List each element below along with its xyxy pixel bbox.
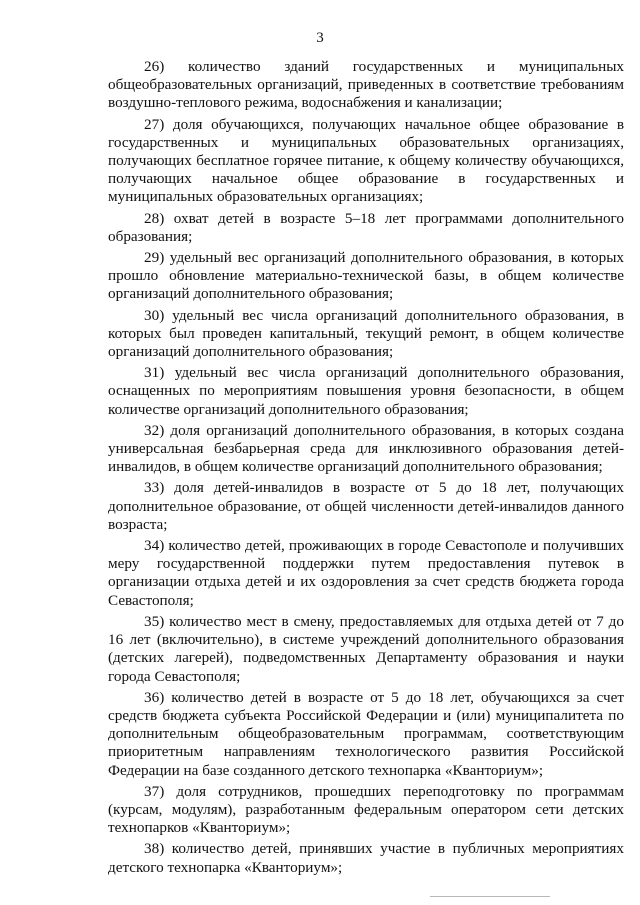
list-item-38: 38) количество детей, принявших участие в публичных мероприятиях детского технопарка «Кванториум»; (108, 840, 624, 876)
list-item-29: 29) удельный вес организаций дополнительного образования, в которых прошло обновление материально-технической базы, в общем количестве организаций дополнительного образования; (108, 249, 624, 303)
document-body (108, 58, 624, 877)
list-item-37: 37) доля сотрудников, прошедших переподготовку по программам (курсам, модулям), разработанным федеральным оператором сети детских технопарков «Кванториум»; (108, 782, 624, 837)
list-item-35: 35) количество мест в смену, предоставляемых для отдыха детей от 7 до 16 лет (включительно), в системе учреждений дополнительного образования (детских лагерей), подведомственных Департаменту образования и науки города Севастополя; (108, 612, 624, 685)
list-item-31: 31) удельный вес числа организаций дополнительного образования, оснащенных по мероприятиям повышения уровня безопасности, в общем количестве организаций дополнительного образования; (108, 364, 624, 418)
list-item-27: 27) доля обучающихся, получающих начальное общее образование в государственных и муниципальных образовательных организациях, получающих бесплатное горячее питание, к общему количеству обучающихся, получающих начальное общее образование в государственных и муниципальных образовательных организациях; (108, 115, 624, 206)
list-item-33: 33) доля детей-инвалидов в возрасте от 5 до 18 лет, получающих дополнительное образование, от общей численности детей-инвалидов данного возраста; (108, 479, 624, 533)
list-item-34: 34) количество детей, проживающих в городе Севастополе и получивших меру государственной поддержки путем предоставления путевок в организации отдыха детей и их оздоровления за счет средств бюджета города Севастополя; (108, 537, 624, 609)
scan-artifact-line (430, 896, 550, 897)
page-number: 3 (316, 30, 324, 46)
list-item-36: 36) количество детей в возрасте от 5 до 18 лет, обучающихся за счет средств бюджета субъекта Российской Федерации и (или) муниципалитета по дополнительным общеобразовательным программам, соответствующим приоритетным направлениям технологического развития Российской Федерации на базе созданного детского технопарка «Кванториум»; (108, 688, 624, 779)
list-item-32: 32) доля организаций дополнительного образования, в которых создана универсальная безбарьерная среда для инклюзивного образования детей-инвалидов, в общем количестве организаций дополнительного образования; (108, 421, 624, 476)
list-item-26: 26) количество зданий государственных и муниципальных общеобразовательных организаций, приведенных в соответствие требованиям воздушно-теплового режима, водоснабжения и канализации; (108, 58, 624, 112)
list-item-28: 28) охват детей в возрасте 5–18 лет программами дополнительного образования; (108, 209, 624, 245)
list-item-30: 30) удельный вес числа организаций дополнительного образования, в которых был проведен капитальный, текущий ремонт, в общем количестве организаций дополнительного образования; (108, 306, 624, 361)
